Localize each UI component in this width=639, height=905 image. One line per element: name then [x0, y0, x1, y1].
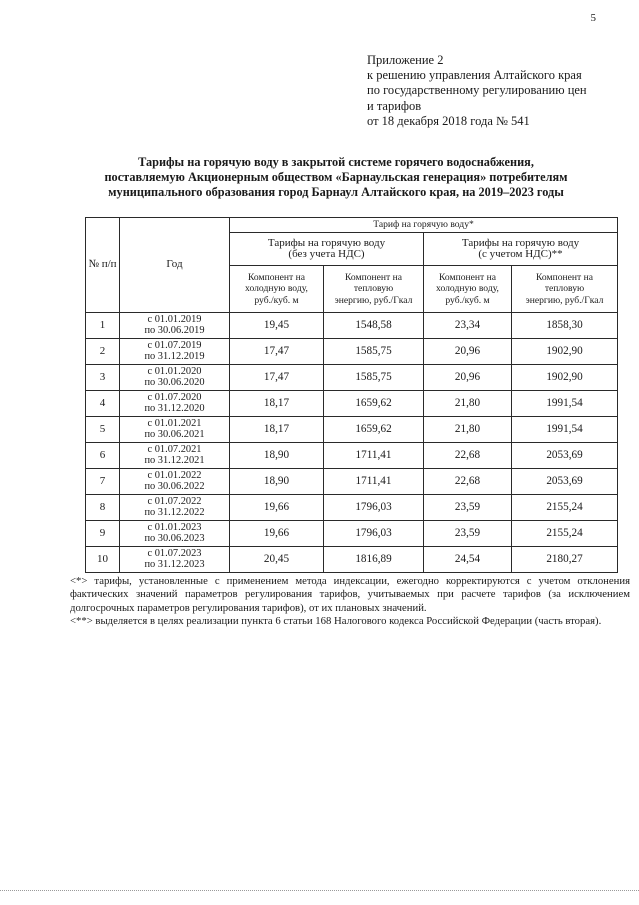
- cold-water-vat-value: 22,68: [424, 469, 512, 495]
- cold-water-vat-value: 22,68: [424, 443, 512, 469]
- title-line: муниципального образования город Барнаул Алтайского края, на 2019–2023 годы: [108, 185, 564, 199]
- header-heat-line1: Компонент на: [535, 271, 594, 283]
- row-period: [120, 417, 230, 443]
- period-from: с 01.07.2020: [147, 392, 202, 403]
- period-from: с 01.01.2022: [147, 470, 202, 481]
- row-number: 1: [86, 313, 120, 339]
- table-row: [86, 417, 618, 443]
- row-period: [120, 443, 230, 469]
- footnote-2: <**> выделяется в целях реализации пункта 6 статьи 168 Налогового кодекса Российской Федерации (часть вторая).: [70, 615, 602, 628]
- row-number: 9: [86, 521, 120, 547]
- heat-no-vat-value: 1659,62: [324, 417, 424, 443]
- header-cold-line2: холодную воду,: [436, 283, 499, 295]
- period-to: по 31.12.2022: [144, 506, 205, 518]
- table-header: [86, 218, 618, 313]
- appendix-line: и тарифов: [367, 98, 422, 113]
- row-number: 10: [86, 547, 120, 573]
- period-from: с 01.07.2022: [147, 496, 202, 507]
- table-row: [86, 313, 618, 339]
- row-number: 4: [86, 391, 120, 417]
- header-heat-no-vat: [324, 266, 424, 313]
- cold-water-no-vat-value: 18,17: [230, 417, 324, 443]
- heat-vat-value: 2155,24: [512, 521, 618, 547]
- cold-water-no-vat-value: 18,90: [230, 469, 324, 495]
- heat-no-vat-value: 1711,41: [324, 469, 424, 495]
- footnote-1: <*> тарифы, установленные с применением метода индексации, ежегодно корректируются с учетом отклонения фактических значений параметров регулирования тарифов, учитываемых при расчете тарифов (за исключением долгосрочных параметров регулирования тарифов), от их плановых значений.: [70, 575, 630, 614]
- row-period: [120, 339, 230, 365]
- header-cold-line3: руб./куб. м: [445, 294, 490, 306]
- scan-edge-line: [0, 890, 639, 891]
- cold-water-vat-value: 23,34: [424, 313, 512, 339]
- appendix-line: Приложение 2: [367, 53, 444, 67]
- cold-water-no-vat-value: 17,47: [230, 339, 324, 365]
- header-cold-line3: руб./куб. м: [254, 294, 299, 306]
- row-number: 7: [86, 469, 120, 495]
- heat-no-vat-value: 1796,03: [324, 495, 424, 521]
- header-cold-line2: холодную воду,: [245, 283, 308, 295]
- row-period: [120, 547, 230, 573]
- period-from: с 01.01.2023: [147, 522, 202, 533]
- header-heat-line1: Компонент на: [344, 271, 403, 283]
- table-row: [86, 391, 618, 417]
- heat-vat-value: 1902,90: [512, 365, 618, 391]
- cold-water-vat-value: 21,80: [424, 417, 512, 443]
- title-line: поставляемую Акционерным обществом «Барнаульская генерация» потребителям: [104, 170, 568, 184]
- heat-vat-value: 2053,69: [512, 443, 618, 469]
- header-cold-water-vat: [424, 266, 512, 313]
- cold-water-no-vat-value: 19,66: [230, 495, 324, 521]
- heat-vat-value: 2155,24: [512, 495, 618, 521]
- table-row: [86, 365, 618, 391]
- cold-water-no-vat-value: 19,45: [230, 313, 324, 339]
- row-number: 2: [86, 339, 120, 365]
- row-number: 5: [86, 417, 120, 443]
- table-row: [86, 469, 618, 495]
- period-from: с 01.07.2019: [147, 340, 202, 351]
- header-cold-line1: Компонент на: [438, 271, 497, 283]
- header-tariff: Тариф на горячую воду*: [230, 218, 618, 233]
- cold-water-vat-value: 20,96: [424, 365, 512, 391]
- heat-vat-value: 1902,90: [512, 339, 618, 365]
- period-from: с 01.07.2021: [147, 444, 202, 455]
- header-no-vat-line2: (без учета НДС): [288, 248, 365, 260]
- row-number: 3: [86, 365, 120, 391]
- table-row: [86, 495, 618, 521]
- header-no-vat-line1: Тарифы на горячую воду: [267, 236, 386, 249]
- period-from: с 01.01.2021: [147, 418, 202, 429]
- appendix-line: к решению управления Алтайского края: [367, 68, 582, 83]
- cold-water-no-vat-value: 19,66: [230, 521, 324, 547]
- heat-no-vat-value: 1659,62: [324, 391, 424, 417]
- table-row: [86, 547, 618, 573]
- period-to: по 31.12.2021: [144, 454, 205, 466]
- row-period: [120, 469, 230, 495]
- page-number: 5: [590, 12, 596, 24]
- heat-no-vat-value: 1585,75: [324, 365, 424, 391]
- header-heat-vat: [512, 266, 618, 313]
- title-line: Тарифы на горячую воду в закрытой системе горячего водоснабжения,: [138, 155, 534, 169]
- cold-water-no-vat-value: 18,17: [230, 391, 324, 417]
- header-heat-line3: энергию, руб./Гкал: [334, 294, 413, 306]
- header-vat-line1: Тарифы на горячую воду: [461, 236, 580, 249]
- header-cold-line1: Компонент на: [247, 271, 306, 283]
- appendix-header: [367, 53, 617, 129]
- table-row: [86, 521, 618, 547]
- cold-water-vat-value: 23,59: [424, 521, 512, 547]
- heat-no-vat-value: 1585,75: [324, 339, 424, 365]
- heat-no-vat-value: 1548,58: [324, 313, 424, 339]
- cold-water-no-vat-value: 20,45: [230, 547, 324, 573]
- header-cold-water-no-vat: [230, 266, 324, 313]
- table-row: [86, 339, 618, 365]
- header-year: Год: [120, 218, 230, 313]
- document-title: [70, 155, 602, 200]
- period-to: по 30.06.2019: [144, 324, 205, 336]
- heat-no-vat-value: 1711,41: [324, 443, 424, 469]
- cold-water-vat-value: 21,80: [424, 391, 512, 417]
- header-number: № п/п: [86, 218, 120, 313]
- period-from: с 01.01.2020: [147, 366, 202, 377]
- table-row: [86, 443, 618, 469]
- cold-water-no-vat-value: 18,90: [230, 443, 324, 469]
- cold-water-vat-value: 24,54: [424, 547, 512, 573]
- header-heat-line2: тепловую: [544, 283, 585, 295]
- period-from: с 01.07.2023: [147, 548, 202, 559]
- header-vat-line2: (с учетом НДС)**: [478, 248, 563, 260]
- cold-water-no-vat-value: 17,47: [230, 365, 324, 391]
- row-period: [120, 521, 230, 547]
- cold-water-vat-value: 20,96: [424, 339, 512, 365]
- header-vat: [424, 233, 618, 266]
- table-body: [86, 313, 618, 573]
- row-number: 8: [86, 495, 120, 521]
- period-to: по 30.06.2022: [144, 480, 205, 492]
- period-to: по 30.06.2023: [144, 532, 205, 544]
- footnotes: [70, 575, 630, 629]
- period-from: с 01.01.2019: [147, 314, 202, 325]
- period-to: по 31.12.2020: [144, 402, 205, 414]
- header-heat-line2: тепловую: [353, 283, 394, 295]
- row-period: [120, 495, 230, 521]
- row-period: [120, 391, 230, 417]
- period-to: по 30.06.2021: [144, 428, 205, 440]
- heat-vat-value: 2053,69: [512, 469, 618, 495]
- cold-water-vat-value: 23,59: [424, 495, 512, 521]
- row-period: [120, 365, 230, 391]
- period-to: по 31.12.2019: [144, 350, 205, 362]
- row-period: [120, 313, 230, 339]
- heat-vat-value: 1991,54: [512, 417, 618, 443]
- header-heat-line3: энергию, руб./Гкал: [525, 294, 604, 306]
- row-number: 6: [86, 443, 120, 469]
- heat-vat-value: 1858,30: [512, 313, 618, 339]
- period-to: по 30.06.2020: [144, 376, 205, 388]
- period-to: по 31.12.2023: [144, 558, 205, 570]
- appendix-line: по государственному регулированию цен: [367, 83, 587, 98]
- appendix-line: от 18 декабря 2018 года № 541: [367, 113, 530, 128]
- heat-no-vat-value: 1796,03: [324, 521, 424, 547]
- heat-no-vat-value: 1816,89: [324, 547, 424, 573]
- tariff-table: [85, 217, 618, 573]
- heat-vat-value: 1991,54: [512, 391, 618, 417]
- heat-vat-value: 2180,27: [512, 547, 618, 573]
- header-no-vat: [230, 233, 424, 266]
